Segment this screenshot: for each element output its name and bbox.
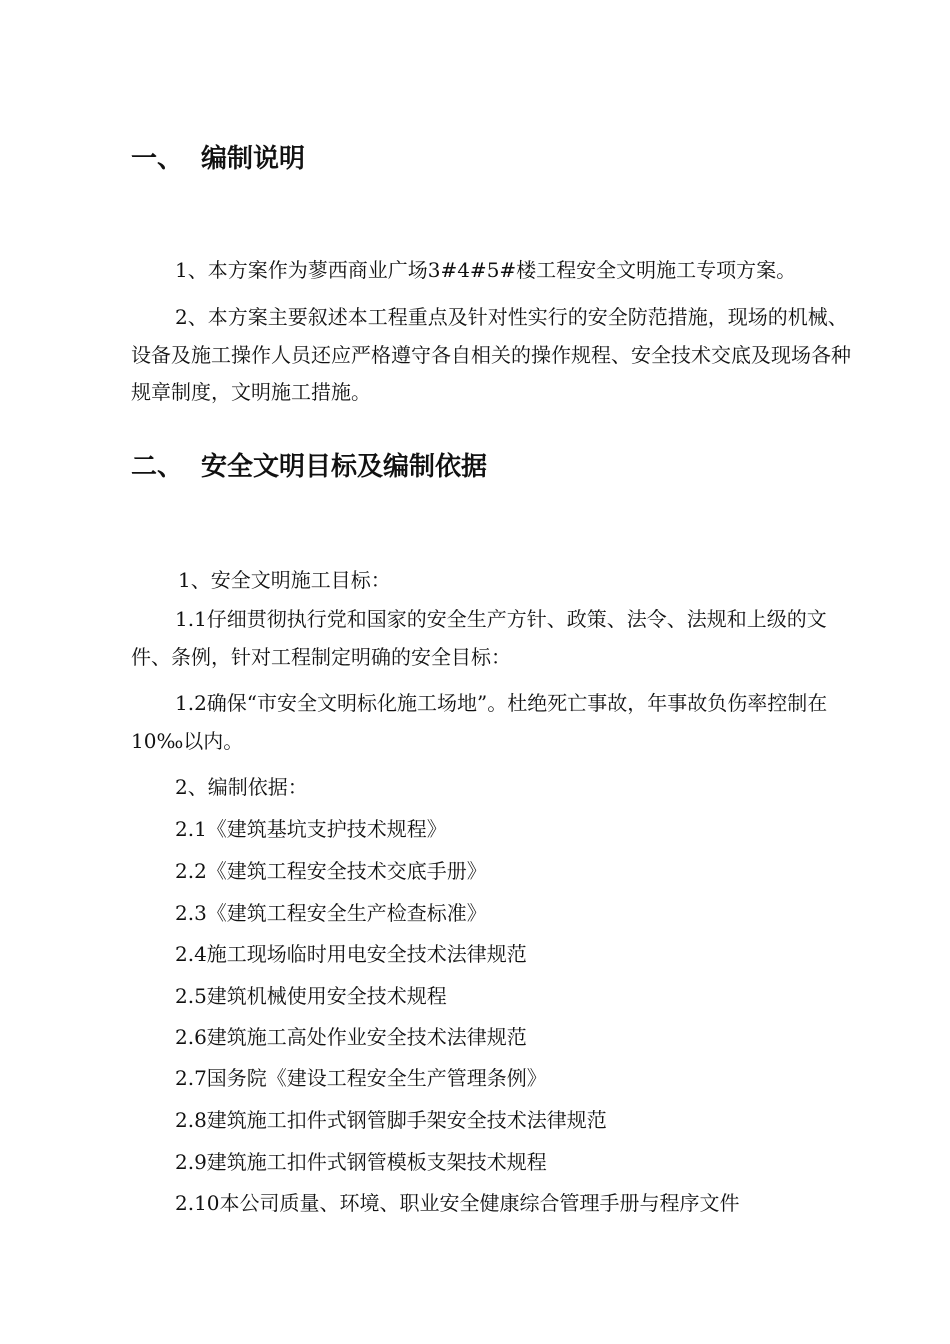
paragraph-1: 1、本方案作为蓼西商业广场3#4#5#楼工程安全文明施工专项方案。: [175, 258, 797, 282]
basis-item: 2.3《建筑工程安全生产检查标准》: [175, 901, 487, 925]
basis-item: 2.9建筑施工扣件式钢管模板支架技术规程: [175, 1150, 547, 1174]
section-2-number: 二、: [131, 452, 184, 482]
basis-item: 2.7国务院《建设工程安全生产管理条例》: [175, 1066, 547, 1090]
section-2-title: 安全文明目标及编制依据: [201, 452, 488, 482]
section-2-heading: [131, 446, 487, 483]
item-1-1: 1.1仔细贯彻执行党和国家的安全生产方针、政策、法令、法规和上级的文件、条例，针对工程制定明确的安全目标：: [131, 607, 827, 669]
basis-item: 2.8建筑施工扣件式钢管脚手架安全技术法律规范: [175, 1108, 607, 1132]
section-1-number: 一、: [131, 144, 184, 174]
subsection-2-title: 2、编制依据：: [175, 775, 308, 799]
section-1-title: 编制说明: [201, 144, 306, 174]
item-1-2: 1.2确保“市安全文明标化施工场地”。杜绝死亡事故，年事故负伤率控制在10‰以内。: [131, 691, 828, 753]
subsection-1-title: 1、安全文明施工目标：: [178, 568, 391, 592]
basis-item: 2.10本公司质量、环境、职业安全健康综合管理手册与程序文件: [175, 1191, 740, 1215]
basis-item: 2.1《建筑基坑支护技术规程》: [175, 817, 447, 841]
section-1-heading: [131, 138, 305, 175]
basis-item: 2.6建筑施工高处作业安全技术法律规范: [175, 1025, 527, 1049]
paragraph-2: 2、本方案主要叙述本工程重点及针对性实行的安全防范措施，现场的机械、设备及施工操作人员还应严格遵守各自相关的操作规程、安全技术交底及现场各种规章制度，文明施工措施。: [131, 305, 851, 404]
basis-item: 2.4施工现场临时用电安全技术法律规范: [175, 942, 527, 966]
basis-item: 2.5建筑机械使用安全技术规程: [175, 984, 447, 1008]
basis-item: 2.2《建筑工程安全技术交底手册》: [175, 859, 487, 883]
